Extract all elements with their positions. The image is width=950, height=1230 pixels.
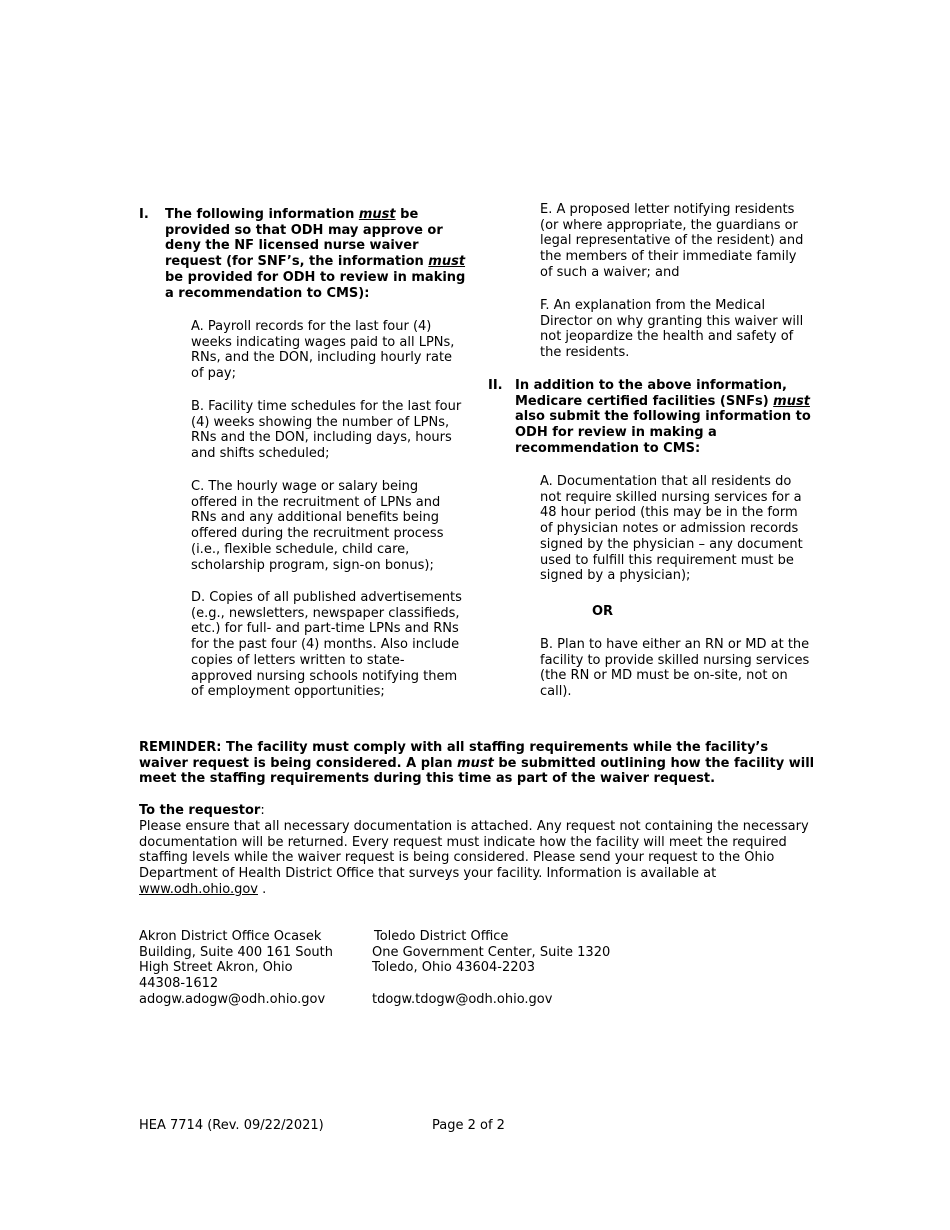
section-ii-numeral: II. [488, 378, 503, 393]
emphasis-must: must [358, 207, 396, 222]
requestor-heading [139, 803, 265, 819]
section-ii-item-a: A. Documentation that all residents do not require skilled nursing services for a 48 hour period (this may be in the form of physician notes or admission records signed by the physician – any document used to fulfill this requirement must be signed by a physician); [540, 474, 803, 584]
reminder-text: be submitted outlining how the facility will meet the staffing requirements during this time as part of the waiver request. [139, 755, 815, 786]
heading-text: be provided so that ODH may approve or deny the NF licensed nurse waiver request (for SNF’s, the information [165, 207, 443, 270]
section-i-item-a: A. Payroll records for the last four (4) weeks indicating wages paid to all LPNs, RNs, and the DON, including hourly rate of pay; [191, 319, 455, 382]
address-line: Toledo District Office [374, 929, 509, 944]
heading-text: be provided for ODH to review in making a recommendation to CMS): [165, 269, 466, 301]
reminder-text: REMINDER: The facility must comply with all staffing requirements while the facility’s waiver request is being considered. A plan [139, 740, 769, 771]
section-i-item-c: C. The hourly wage or salary being offered in the recruitment of LPNs and RNs and any additional benefits being offered during the recruitment process (i.e., flexible schedule, child care, scholarship program, sign-on bonus); [191, 479, 444, 573]
section-i-item-e: E. A proposed letter notifying residents (or where appropriate, the guardians or legal representative of the resident) and the members of their immediate family of such a waiver; and [540, 202, 804, 280]
address-line: Toledo, Ohio 43604-2203 [372, 960, 536, 976]
section-ii-item-b: B. Plan to have either an RN or MD at the facility to provide skilled nursing services (the RN or MD must be on-site, not on call). [540, 637, 810, 700]
address-line: 44308-1612 [139, 976, 219, 992]
address-line: Akron District Office Ocasek [139, 929, 322, 944]
akron-email[interactable]: adogw.adogw@odh.ohio.gov [139, 991, 326, 1007]
requestor-heading-text: To the requestor [139, 803, 261, 818]
requestor-body [139, 819, 819, 898]
footer-form-id: HEA 7714 (Rev. 09/22/2021) [139, 1118, 324, 1133]
heading-text: In addition to the above information, Medicare certified facilities (SNFs) [515, 378, 787, 409]
akron-office-address [139, 929, 359, 1008]
address-line: High Street Akron, Ohio [139, 960, 293, 976]
section-i-item-d: D. Copies of all published advertisements (e.g., newsletters, newspaper classifieds, etc.) for full- and part-time LPNs and RNs for the past four (4) months. Also include copies of letters written to state-approved nursing schools notifying them of employment opportunities; [191, 590, 462, 700]
section-ii-heading [515, 378, 815, 457]
emphasis-must: must [428, 254, 466, 270]
requestor-tail: . [257, 881, 267, 897]
address-line: Building, Suite 400 161 South [139, 944, 334, 960]
or-label: OR [592, 604, 614, 619]
heading-text: also submit the following information to ODH for review in making a recommendation to CMS: [515, 409, 811, 456]
heading-text: The following information [165, 207, 359, 222]
section-i-numeral: I. [139, 207, 149, 222]
footer-page-number: Page 2 of 2 [432, 1118, 505, 1133]
requestor-colon: : [260, 803, 265, 818]
section-i-item-f: F. An explanation from the Medical Director on why granting this waiver will not jeopardize the health and safety of the residents. [540, 298, 804, 361]
odh-website-link[interactable]: www.odh.ohio.gov [139, 881, 258, 897]
toledo-office-address [372, 929, 652, 1008]
emphasis-must: must [457, 755, 494, 771]
requestor-text: Please ensure that all necessary documentation is attached. Any request not containing the necessary documentation will be returned. Every request must indicate how the facility will meet the required staffing levels while the waiver request is being considered. Please send your request to the Ohio Department of Health District Office that surveys your facility. Information is available at [139, 819, 809, 882]
emphasis-must: must [773, 393, 810, 409]
section-i-item-b: B. Facility time schedules for the last four (4) weeks showing the number of LPNs, RNs and the DON, including days, hours and shifts scheduled; [191, 399, 462, 462]
reminder-paragraph [139, 740, 819, 787]
section-i-heading [165, 207, 470, 301]
address-line: One Government Center, Suite 1320 [372, 944, 611, 960]
toledo-email[interactable]: tdogw.tdogw@odh.ohio.gov [372, 991, 553, 1007]
